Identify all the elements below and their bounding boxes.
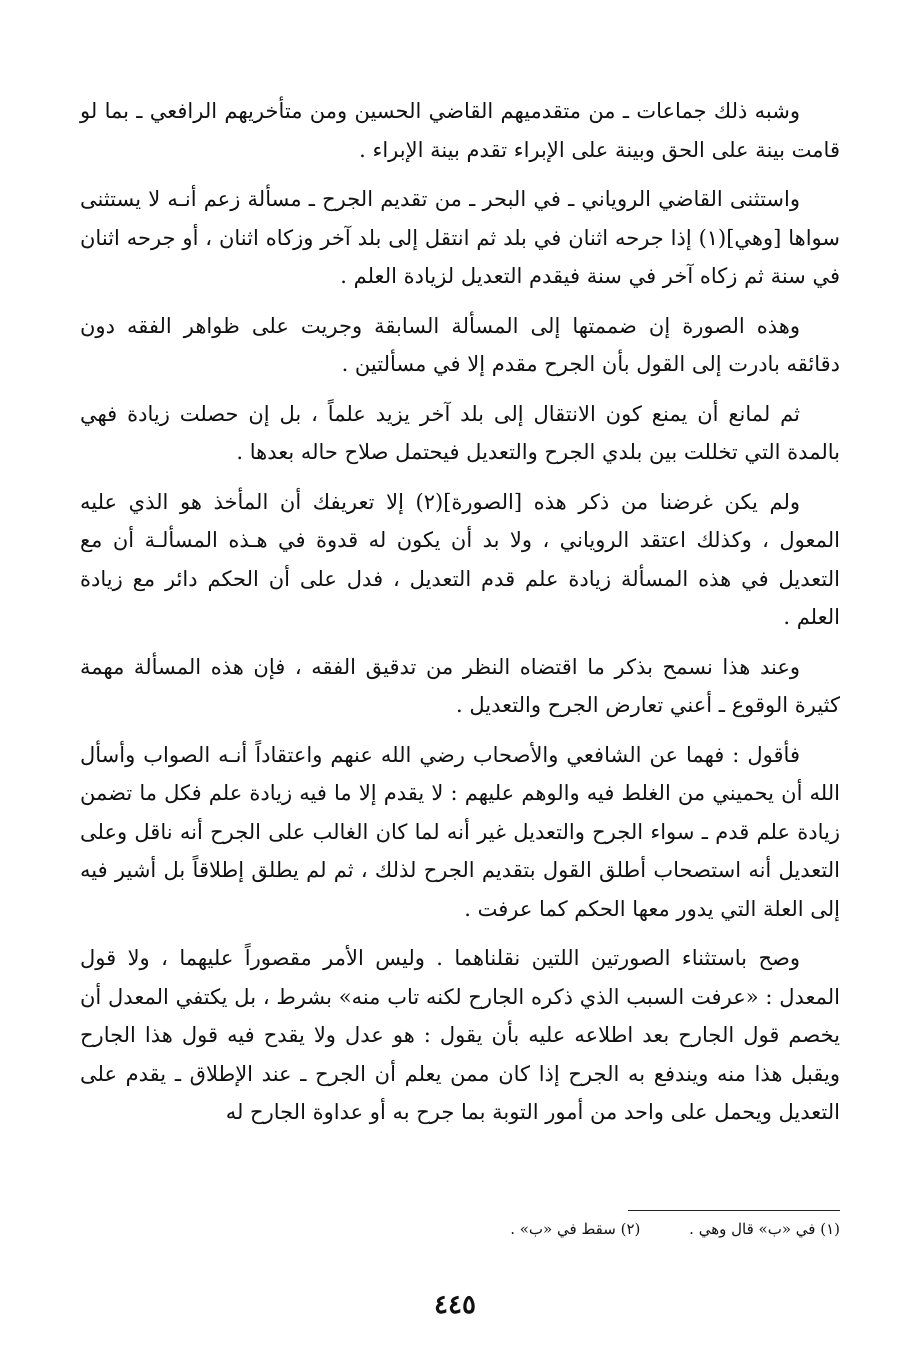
page-body: [80, 92, 840, 1143]
paragraph: فأقول : فهما عن الشافعي والأصحاب رضي الله عنهم واعتقاداً أنـه الصواب وأسأل الله أن يحميني من الغلط فيه والوهم عليهم : لا يقدم إلا ما فيه زيادة علم فكل ما تضمن زيادة علم قدم ـ سواء الجرح والتعديل غير أنه لما كان الغالب على الجرح أنه ناقل وعلى التعديل أنه استصحاب أطلق القول بتقديم الجرح لذلك ، ثم لم يطلق إطلاقاً بل أشير فيه إلى العلة التي يدور معها الحكم كما عرفت .: [80, 742, 840, 921]
paragraph: وشبه ذلك جماعات ـ من متقدميهم القاضي الحسين ومن متأخريهم الرافعي ـ بما لو قامت بينة على الحق وبينة على الإبراء تقدم بينة الإبراء .: [80, 99, 840, 162]
footnote-2: (٢) سقط في «ب» .: [510, 1220, 641, 1238]
paragraph: وهذه الصورة إن ضممتها إلى المسألة السابقة وجريت على ظواهر الفقه دون دقائقه بادرت إلى القول بأن الجرح مقدم إلا في مسألتين .: [80, 313, 840, 376]
footnotes: [320, 1218, 840, 1240]
paragraph: ولم يكن غرضنا من ذكر هذه [الصورة](٢) إلا تعريفك أن المأخذ هو الذي عليه المعول ، وكذلك اعتقد الروياني ، ولا بد أن يكون له قدوة في هـذه المسألـة أن مع التعديل في هذه المسألة زيادة علم قدم التعديل ، فدل على أن الحكم دائر مع زيادة العلم .: [80, 489, 840, 629]
paragraph: ثم لمانع أن يمنع كون الانتقال إلى بلد آخر يزيد علماً ، بل إن حصلت زيادة فهي بالمدة التي تخللت بين بلدي الجرح والتعديل فيحتمل صلاح حاله بعدها .: [80, 401, 840, 464]
page-number: ٤٤٥: [434, 1290, 476, 1320]
footnote-divider: [628, 1210, 840, 1211]
footnote-1: (١) في «ب» قال وهي .: [689, 1220, 840, 1238]
paragraph: وعند هذا نسمح بذكر ما اقتضاه النظر من تدقيق الفقه ، فإن هذه المسألة مهمة كثيرة الوقوع ـ أعني تعارض الجرح والتعديل .: [80, 654, 840, 717]
paragraph: وصح باستثناء الصورتين اللتين نقلناهما . وليس الأمر مقصوراً عليهما ، ولا قول المعدل : «عرفت السبب الذي ذكره الجارح لكنه تاب منه» بشرط ، بل يكتفي المعدل أن يخصم قول الجارح بعد اطلاعه عليه بأن يقول : هو عدل ولا يقدح فيه قول هذا الجارح ويقبل هذا منه ويندفع به الجرح إذا كان ممن يعلم أن الجرح ـ عند الإطلاق ـ يقدم على التعديل ويحمل على واحد من أمور التوبة بما جرح به أو عداوة الجارح له: [80, 946, 840, 1124]
paragraph: واستثنى القاضي الروياني ـ في البحر ـ من تقديم الجرح ـ مسألة زعم أنـه لا يستثنى سواها [وهي](١) إذا جرحه اثنان في بلد ثم انتقل إلى بلد آخر وزكاه اثنان ، أو جرحه اثنان في سنة ثم زكاه آخر في سنة فيقدم التعديل لزيادة العلم .: [80, 187, 840, 288]
